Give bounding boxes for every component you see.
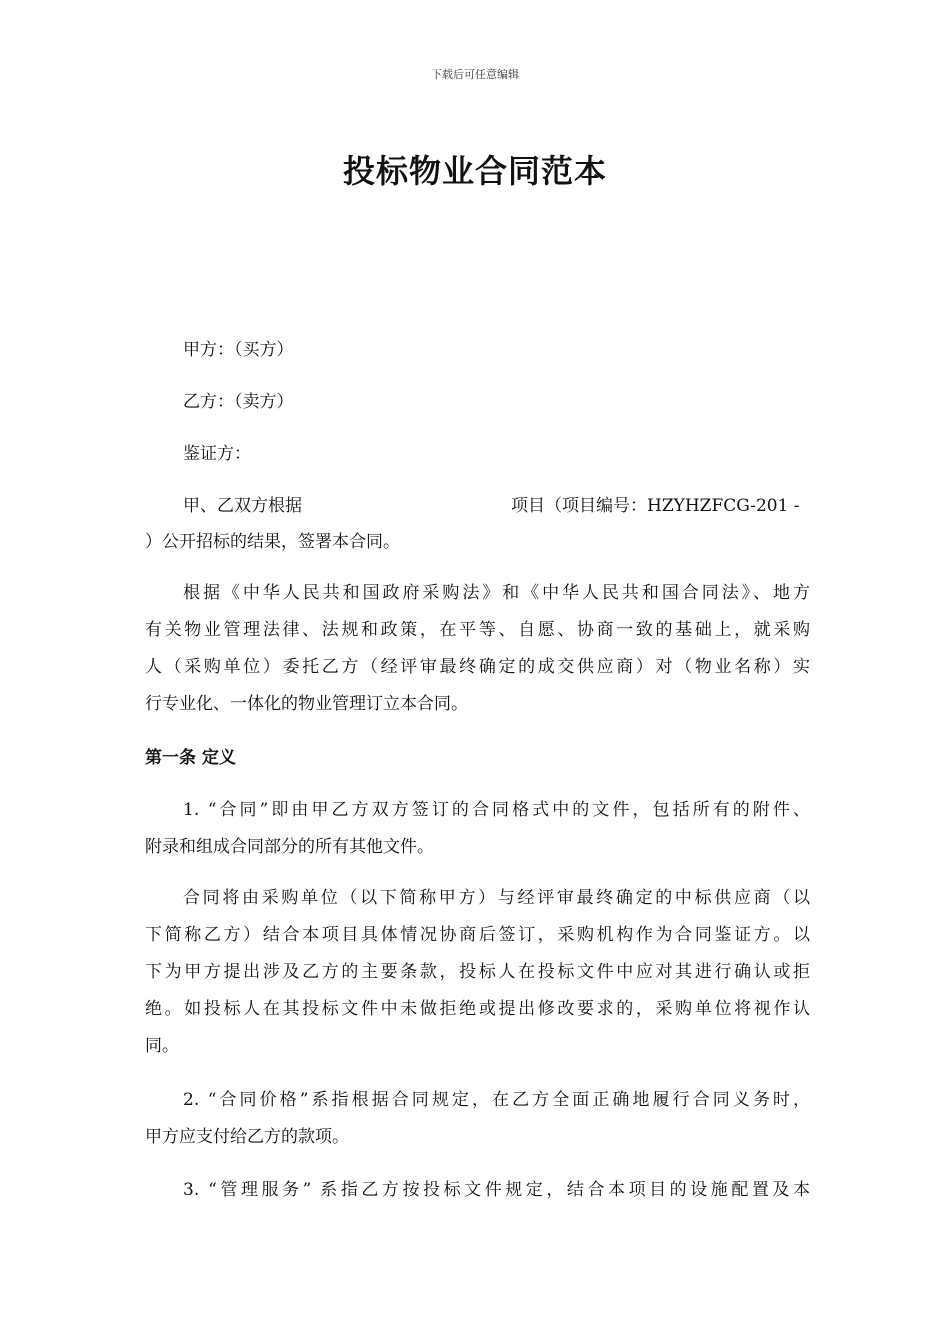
definition-2-line: 2. “合同价格”系指根据合同规定，在乙方全面正确地履行合同义务时，	[183, 1090, 810, 1110]
article-1-heading: 第一条 定义	[145, 748, 236, 768]
contract-para-line: 下简称乙方）结合本项目具体情况协商后签订，采购机构作为合同鉴证方。以	[145, 925, 810, 945]
intro-line	[183, 494, 810, 518]
contract-para-line: 下为甲方提出涉及乙方的主要条款，投标人在投标文件中应对其进行确认或拒	[145, 962, 810, 982]
witness-line: 鉴证方：	[183, 444, 251, 464]
basis-line: 行专业化、一体化的物业管理订立本合同。	[145, 694, 468, 714]
contract-para-line: 绝。如投标人在其投标文件中未做拒绝或提出修改要求的，采购单位将视作认	[145, 999, 810, 1019]
definition-1-line: 1. “合同”即由甲乙方双方签订的合同格式中的文件，包括所有的附件、	[183, 800, 810, 820]
intro-right-text: 项目（项目编号：HZYHZFCG-201 -	[511, 496, 800, 516]
document-title: 投标物业合同范本	[342, 152, 607, 190]
basis-line: 根据《中华人民共和国政府采购法》和《中华人民共和国合同法》、地方	[183, 583, 810, 603]
definition-2-line: 甲方应支付给乙方的款项。	[145, 1127, 349, 1147]
definition-1-line: 附录和组成合同部分的所有其他文件。	[145, 837, 434, 857]
basis-line: 有关物业管理法律、法规和政策，在平等、自愿、协商一致的基础上，就采购	[145, 620, 810, 640]
intro-left-text: 甲、乙双方根据	[183, 496, 302, 516]
party-a-line: 甲方：（买方）	[183, 340, 294, 360]
contract-para-line: 同。	[145, 1036, 179, 1056]
header-note: 下载后可任意编辑	[431, 68, 519, 81]
definition-3-line: 3. “管理服务” 系指乙方按投标文件规定，结合本项目的设施配置及本	[183, 1180, 810, 1200]
basis-line: 人（采购单位）委托乙方（经评审最终确定的成交供应商）对（物业名称）实	[145, 657, 810, 677]
contract-para-line: 合同将由采购单位（以下简称甲方）与经评审最终确定的中标供应商（以	[183, 888, 810, 908]
intro-continuation: ）公开招标的结果，签署本合同。	[145, 532, 400, 552]
party-b-line: 乙方：（卖方）	[183, 392, 294, 412]
